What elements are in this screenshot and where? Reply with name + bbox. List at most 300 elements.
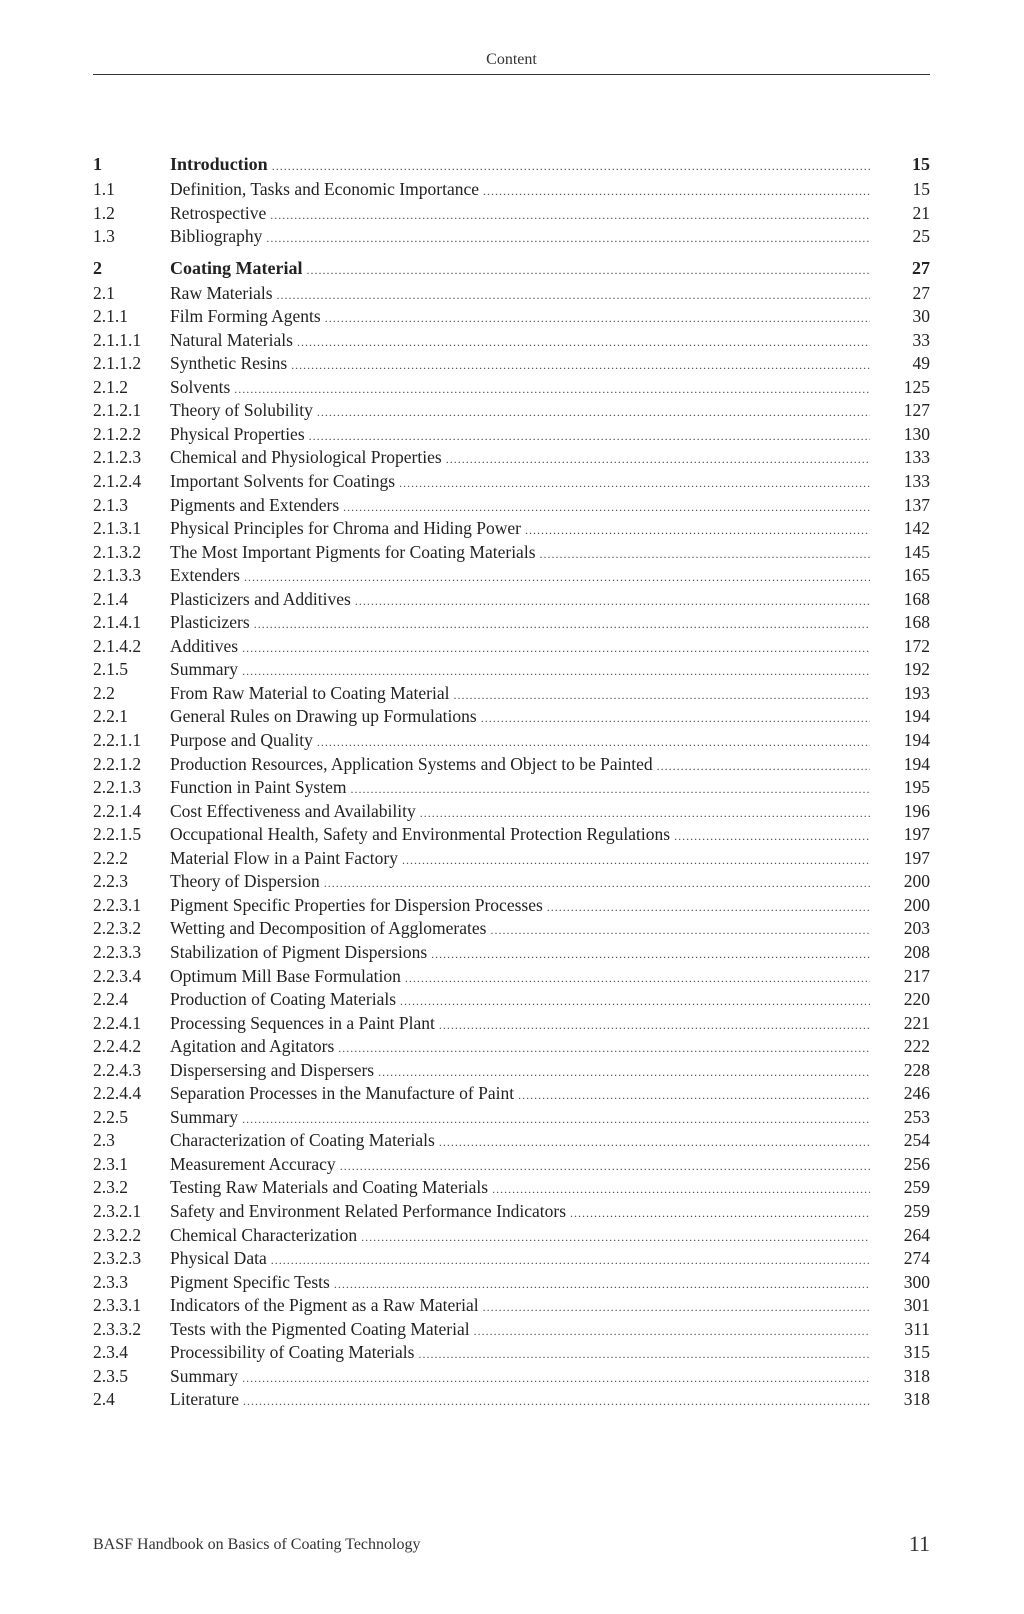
toc-page-number: 259 [903, 1177, 930, 1198]
toc-leader-dots [657, 755, 870, 779]
toc-page-number: 130 [903, 423, 930, 444]
toc-title-wrap [170, 753, 870, 779]
toc-title-wrap [170, 1200, 870, 1226]
toc-row [93, 1200, 930, 1224]
toc-title: Purpose and Quality [170, 730, 313, 751]
toc-leader-dots [400, 990, 870, 1014]
toc-row [93, 776, 930, 800]
toc-title-wrap [170, 1176, 870, 1202]
toc-title-wrap [170, 564, 870, 590]
toc-title-wrap [170, 941, 870, 967]
toc-title: Optimum Mill Base Formulation [170, 965, 401, 986]
toc-title-wrap [170, 352, 870, 378]
toc-page-number: 194 [903, 706, 930, 727]
toc-title-wrap [170, 917, 870, 943]
toc-page-number: 195 [903, 777, 930, 798]
toc-leader-dots [540, 543, 870, 567]
toc-number: 2.3.5 [93, 1365, 128, 1386]
toc-title-wrap [170, 178, 870, 204]
toc-title-wrap [170, 282, 870, 308]
toc-leader-dots [334, 1273, 870, 1297]
toc-page-number: 254 [903, 1130, 930, 1151]
toc-row [93, 1082, 930, 1106]
toc-title: Solvents [170, 376, 231, 397]
toc-page-number: 197 [903, 824, 930, 845]
toc-leader-dots [244, 566, 870, 590]
toc-title-wrap [170, 446, 870, 472]
toc-page-number: 30 [912, 306, 930, 327]
toc-row [93, 1059, 930, 1083]
toc-title-wrap [170, 705, 870, 731]
toc-leader-dots [418, 1343, 870, 1367]
toc-title-wrap [170, 1271, 870, 1297]
toc-title-wrap [170, 588, 870, 614]
toc-page-number: 274 [903, 1248, 930, 1269]
toc-title-wrap [170, 658, 870, 684]
toc-title: Cost Effectiveness and Availability [170, 800, 416, 821]
toc-leader-dots [317, 401, 870, 425]
toc-leader-dots [271, 1249, 870, 1273]
toc-row [93, 178, 930, 202]
toc-title: Separation Processes in the Manufacture of Paint [170, 1083, 515, 1104]
toc-chapter-row [93, 254, 930, 282]
toc-row [93, 988, 930, 1012]
toc-row [93, 729, 930, 753]
toc-row [93, 1106, 930, 1130]
toc-leader-dots [270, 204, 870, 228]
toc-page-number: 192 [903, 659, 930, 680]
toc-number: 2.3.2.3 [93, 1248, 142, 1269]
toc-number: 2.2.1.4 [93, 800, 142, 821]
toc-title: Characterization of Coating Materials [170, 1130, 435, 1151]
toc-leader-dots [439, 1014, 870, 1038]
toc-row [93, 1294, 930, 1318]
toc-number: 2.2.3.3 [93, 941, 142, 962]
toc-leader-dots [492, 1178, 870, 1202]
toc-row [93, 541, 930, 565]
toc-row [93, 1012, 930, 1036]
toc-row [93, 1035, 930, 1059]
toc-title-wrap [170, 1129, 870, 1155]
toc-leader-dots [446, 448, 870, 472]
toc-leader-dots [243, 1390, 870, 1414]
toc-title: From Raw Material to Coating Material [170, 682, 450, 703]
toc-leader-dots [453, 684, 870, 708]
toc-page-number: 318 [903, 1389, 930, 1410]
toc-title: Function in Paint System [170, 777, 347, 798]
toc-row [93, 823, 930, 847]
toc-title: Measurement Accuracy [170, 1153, 336, 1174]
toc-leader-dots [474, 1320, 870, 1344]
toc-page-number: 196 [903, 800, 930, 821]
toc-page-number: 49 [912, 353, 930, 374]
toc-leader-dots [405, 967, 870, 991]
toc-page-number: 221 [903, 1012, 930, 1033]
toc-title-wrap [170, 305, 870, 331]
toc-leader-dots [266, 227, 870, 251]
toc-leader-dots [277, 284, 870, 308]
toc-number: 2.3.3.2 [93, 1318, 142, 1339]
toc-page-number: 194 [903, 730, 930, 751]
toc-title-wrap [170, 894, 870, 920]
toc-number: 2 [93, 257, 102, 278]
toc-leader-dots [420, 802, 870, 826]
toc-leader-dots [291, 354, 870, 378]
toc-row [93, 329, 930, 353]
toc-title-wrap [170, 1106, 870, 1132]
toc-number: 2.1 [93, 282, 115, 303]
toc-title-wrap [170, 1341, 870, 1367]
toc-row [93, 1153, 930, 1177]
toc-row [93, 705, 930, 729]
toc-page-number: 27 [912, 257, 930, 278]
toc-row [93, 423, 930, 447]
toc-page-number: 222 [903, 1036, 930, 1057]
toc-leader-dots [378, 1061, 870, 1085]
toc-number: 2.3.2 [93, 1177, 128, 1198]
toc-title: Production Resources, Application Systems and Object to be Painted [170, 753, 653, 774]
toc-number: 2.1.3.2 [93, 541, 142, 562]
toc-number: 2.2.4 [93, 989, 128, 1010]
toc-number: 2.2.1 [93, 706, 128, 727]
toc-number: 1.3 [93, 226, 115, 247]
toc-row [93, 635, 930, 659]
toc-leader-dots [525, 519, 870, 543]
toc-number: 2.1.2.1 [93, 400, 142, 421]
toc-leader-dots [355, 590, 870, 614]
toc-leader-dots [242, 1367, 870, 1391]
toc-leader-dots [350, 778, 870, 802]
toc-title-wrap [170, 202, 870, 228]
toc-page-number: 142 [903, 518, 930, 539]
toc-title: Processing Sequences in a Paint Plant [170, 1012, 435, 1033]
toc-row [93, 399, 930, 423]
toc-row [93, 1271, 930, 1295]
toc-title: Pigment Specific Tests [170, 1271, 330, 1292]
toc-title-wrap [170, 1082, 870, 1108]
footer-page-number: 11 [908, 1531, 930, 1556]
toc-number: 2.3.2.1 [93, 1200, 142, 1221]
toc-number: 2.2.5 [93, 1106, 128, 1127]
toc-row [93, 1176, 930, 1200]
toc-title: Definition, Tasks and Economic Importance [170, 179, 479, 199]
toc-title: Introduction [170, 154, 268, 174]
toc-title-wrap [170, 1388, 870, 1414]
toc-page-number: 220 [903, 989, 930, 1010]
toc-number: 2.2.1.3 [93, 777, 142, 798]
toc-number: 2.2.4.3 [93, 1059, 142, 1080]
toc-page-number: 21 [912, 202, 930, 223]
toc-leader-dots [481, 707, 870, 731]
toc-title: Raw Materials [170, 282, 273, 303]
toc-number: 2.1.3.3 [93, 565, 142, 586]
toc-leader-dots [402, 849, 870, 873]
toc-row [93, 1247, 930, 1271]
toc-title: Plasticizers [170, 612, 250, 633]
toc-page-number: 27 [912, 282, 930, 303]
toc-number: 2.1.1.1 [93, 329, 142, 350]
toc-title: Plasticizers and Additives [170, 588, 351, 609]
toc-number: 2.2.1.2 [93, 753, 142, 774]
toc-title: General Rules on Drawing up Formulations [170, 706, 477, 727]
toc-title: Agitation and Agitators [170, 1036, 335, 1057]
toc-row [93, 376, 930, 400]
toc-title: Chemical and Physiological Properties [170, 447, 442, 468]
toc-leader-dots [324, 872, 870, 896]
toc-page-number: 33 [912, 329, 930, 350]
toc-title-wrap [170, 1035, 870, 1061]
toc-page-number: 25 [912, 226, 930, 247]
toc-leader-dots [340, 1155, 870, 1179]
toc-page-number: 200 [903, 894, 930, 915]
toc-title: Chemical Characterization [170, 1224, 358, 1245]
toc-row [93, 941, 930, 965]
toc-title-wrap [170, 329, 870, 355]
toc-leader-dots [674, 825, 870, 849]
toc-page-number: 127 [903, 400, 930, 421]
toc-title: Summary [170, 1365, 239, 1386]
toc-leader-dots [325, 307, 870, 331]
toc-row [93, 225, 930, 249]
toc-number: 2.4 [93, 1389, 115, 1410]
toc-number: 2.1.2.3 [93, 447, 142, 468]
toc-title: Theory of Dispersion [170, 871, 320, 892]
toc-page-number: 145 [903, 541, 930, 562]
toc-title-wrap [170, 470, 870, 496]
toc-row [93, 800, 930, 824]
toc-page-number: 228 [903, 1059, 930, 1080]
toc-row [93, 894, 930, 918]
toc-leader-dots [242, 637, 870, 661]
toc-row [93, 611, 930, 635]
toc-leader-dots [343, 496, 870, 520]
toc-chapter-row [93, 150, 930, 178]
toc-page-number: 197 [903, 847, 930, 868]
toc-page-number: 193 [903, 682, 930, 703]
toc-title-wrap [170, 965, 870, 991]
toc-number: 2.1.4.1 [93, 612, 142, 633]
toc-page-number: 168 [903, 612, 930, 633]
toc-page-number: 172 [903, 635, 930, 656]
toc-title-wrap [170, 254, 870, 284]
toc-number: 2.2.3.1 [93, 894, 142, 915]
toc-title: Synthetic Resins [170, 353, 288, 374]
toc-title: Physical Properties [170, 423, 305, 444]
toc-leader-dots [547, 896, 870, 920]
toc-title-wrap [170, 517, 870, 543]
toc-page-number: 15 [912, 179, 930, 199]
toc-number: 2.2.3 [93, 871, 128, 892]
toc-row [93, 494, 930, 518]
toc-title: Processibility of Coating Materials [170, 1342, 415, 1363]
footer-book-title: BASF Handbook on Basics of Coating Technology [93, 1536, 421, 1553]
toc-title-wrap [170, 225, 870, 251]
toc-row [93, 917, 930, 941]
toc-title: Occupational Health, Safety and Environmental Protection Regulations [170, 824, 671, 845]
toc-number: 2.2.3.4 [93, 965, 142, 986]
toc-title: Theory of Solubility [170, 400, 313, 421]
toc-title: Retrospective [170, 202, 267, 223]
toc-title-wrap [170, 800, 870, 826]
toc-title-wrap [170, 729, 870, 755]
toc-leader-dots [570, 1202, 870, 1226]
toc-number: 2.1.2.2 [93, 423, 142, 444]
toc-row [93, 352, 930, 376]
toc-page-number: 217 [903, 965, 930, 986]
toc-title-wrap [170, 1012, 870, 1038]
toc-leader-dots [361, 1226, 870, 1250]
toc-page-number: 125 [903, 376, 930, 397]
toc-title-wrap [170, 1059, 870, 1085]
toc-title: Material Flow in a Paint Factory [170, 847, 398, 868]
toc-page-number: 165 [903, 565, 930, 586]
toc-page-number: 300 [903, 1271, 930, 1292]
toc-leader-dots [518, 1084, 870, 1108]
toc-leader-dots [254, 613, 870, 637]
toc-page-number: 194 [903, 753, 930, 774]
toc-leader-dots [234, 378, 870, 402]
toc-title-wrap [170, 611, 870, 637]
toc-leader-dots [309, 425, 870, 449]
toc-page-number: 318 [903, 1365, 930, 1386]
toc-page-number: 137 [903, 494, 930, 515]
toc-row [93, 282, 930, 306]
toc-title: The Most Important Pigments for Coating Materials [170, 541, 536, 562]
toc-leader-dots [439, 1131, 870, 1155]
toc-row [93, 682, 930, 706]
toc-number: 2.3 [93, 1130, 115, 1151]
toc-row [93, 1318, 930, 1342]
toc-number: 2.2.2 [93, 847, 128, 868]
toc-page-number: 256 [903, 1153, 930, 1174]
toc-title-wrap [170, 635, 870, 661]
toc-title-wrap [170, 776, 870, 802]
toc-title-wrap [170, 870, 870, 896]
toc-number: 2.3.2.2 [93, 1224, 142, 1245]
toc-title: Additives [170, 635, 239, 656]
toc-title: Production of Coating Materials [170, 989, 397, 1010]
toc-row [93, 470, 930, 494]
running-head: Content [486, 51, 537, 68]
toc-row [93, 446, 930, 470]
toc-row [93, 1341, 930, 1365]
toc-number: 2.3.1 [93, 1153, 128, 1174]
toc-leader-dots [483, 180, 870, 204]
toc-page-number: 264 [903, 1224, 930, 1245]
toc-number: 2.1.2.4 [93, 471, 142, 492]
toc-number: 2.2.4.2 [93, 1036, 142, 1057]
toc-title: Tests with the Pigmented Coating Material [170, 1318, 470, 1339]
toc-number: 2.2.4.4 [93, 1083, 142, 1104]
toc-title: Coating Material [170, 257, 303, 278]
toc-title-wrap [170, 1294, 870, 1320]
toc-page-number: 133 [903, 447, 930, 468]
toc-page-number: 15 [912, 154, 930, 174]
toc-title: Physical Data [170, 1248, 267, 1269]
toc-leader-dots [338, 1037, 870, 1061]
toc-leader-dots [297, 331, 870, 355]
toc-page-number: 311 [904, 1318, 930, 1339]
toc-page-number: 301 [903, 1295, 930, 1316]
toc-title: Literature [170, 1389, 239, 1410]
toc-number: 2.1.2 [93, 376, 128, 397]
toc-title: Wetting and Decomposition of Agglomerates [170, 918, 487, 939]
toc-number: 2.2.1.5 [93, 824, 142, 845]
toc-number: 2.3.4 [93, 1342, 128, 1363]
toc-row [93, 202, 930, 226]
toc-title: Bibliography [170, 226, 263, 247]
toc-number: 1.2 [93, 202, 115, 223]
toc-title-wrap [170, 1153, 870, 1179]
toc-number: 2.1.3.1 [93, 518, 142, 539]
toc-title-wrap [170, 847, 870, 873]
toc-number: 2.2.3.2 [93, 918, 142, 939]
table-of-contents [93, 150, 930, 1412]
toc-row [93, 1388, 930, 1412]
toc-title-wrap [170, 823, 870, 849]
toc-title: Safety and Environment Related Performance Indicators [170, 1200, 567, 1221]
toc-title: Important Solvents for Coatings [170, 471, 396, 492]
toc-number: 2.1.1.2 [93, 353, 142, 374]
toc-title-wrap [170, 541, 870, 567]
toc-leader-dots [272, 152, 870, 180]
toc-title-wrap [170, 682, 870, 708]
toc-row [93, 517, 930, 541]
toc-number: 1 [93, 154, 102, 174]
toc-number: 2.2 [93, 682, 115, 703]
toc-number: 2.2.1.1 [93, 730, 142, 751]
toc-number: 2.1.5 [93, 659, 128, 680]
toc-title-wrap [170, 150, 870, 180]
toc-leader-dots [399, 472, 870, 496]
toc-page-number: 208 [903, 941, 930, 962]
toc-title-wrap [170, 1224, 870, 1250]
toc-leader-dots [431, 943, 870, 967]
toc-leader-dots [306, 256, 870, 284]
toc-title-wrap [170, 1247, 870, 1273]
toc-page-number: 168 [903, 588, 930, 609]
toc-number: 2.1.4.2 [93, 635, 142, 656]
toc-title: Extenders [170, 565, 240, 586]
toc-title: Film Forming Agents [170, 306, 321, 327]
toc-leader-dots [242, 660, 870, 684]
toc-row [93, 1129, 930, 1153]
header-rule [93, 74, 930, 75]
toc-page-number: 246 [903, 1083, 930, 1104]
toc-title: Summary [170, 1106, 239, 1127]
toc-title: Physical Principles for Chroma and Hiding Power [170, 518, 521, 539]
toc-leader-dots [242, 1108, 870, 1132]
toc-leader-dots [490, 919, 870, 943]
toc-title-wrap [170, 1318, 870, 1344]
toc-title: Summary [170, 659, 239, 680]
toc-number: 2.3.3 [93, 1271, 128, 1292]
toc-page-number: 315 [903, 1342, 930, 1363]
toc-page-number: 259 [903, 1200, 930, 1221]
toc-row [93, 847, 930, 871]
toc-row [93, 588, 930, 612]
toc-page-number: 253 [903, 1106, 930, 1127]
toc-leader-dots [483, 1296, 870, 1320]
toc-page-number: 200 [903, 871, 930, 892]
toc-title: Pigment Specific Properties for Dispersion Processes [170, 894, 543, 915]
toc-row [93, 870, 930, 894]
toc-number: 2.1.3 [93, 494, 128, 515]
toc-row [93, 1224, 930, 1248]
toc-row [93, 305, 930, 329]
toc-title: Stabilization of Pigment Dispersions [170, 941, 428, 962]
toc-row [93, 564, 930, 588]
